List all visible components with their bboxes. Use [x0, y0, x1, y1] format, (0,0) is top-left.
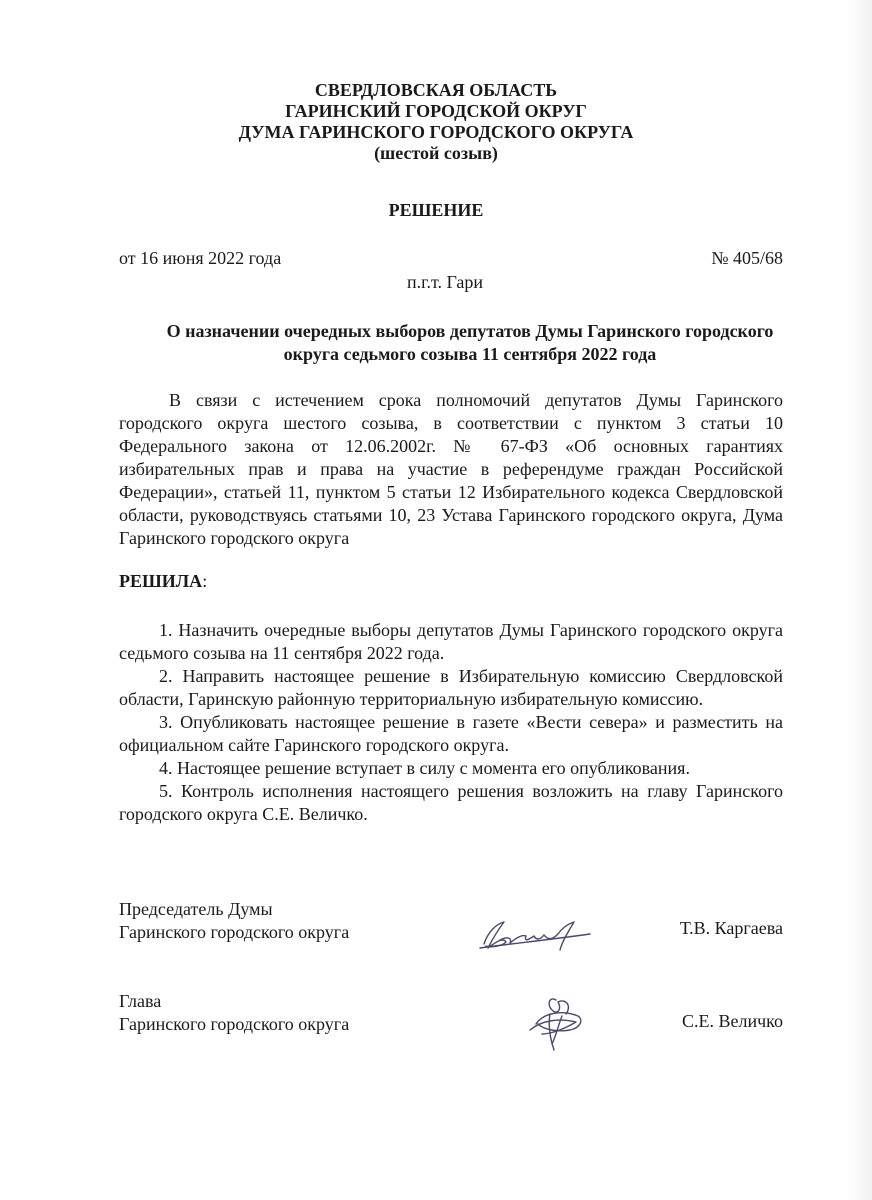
decision-item: 1. Назначить очередные выборы депутатов Думы Гаринского городского округа седьмого созыва на 11 сентября 2022 года. — [119, 620, 783, 663]
document-header — [0, 80, 872, 164]
header-duma: ДУМА ГАРИНСКОГО ГОРОДСКОГО ОКРУГА — [238, 122, 634, 142]
header-region: СВЕРДЛОВСКАЯ ОБЛАСТЬ — [314, 80, 558, 100]
decision-item: 2. Направить настоящее решение в Избирательную комиссию Свердловской области, Гаринскую районную территориальную избирательную комиссию. — [119, 666, 783, 709]
document-title: О назначении очередных выборов депутатов Думы Гаринского городского округа седьмого созыва 11 сентября 2022 года — [166, 321, 774, 364]
signer-name: С.Е. Величко — [682, 1011, 783, 1031]
signer-position — [119, 990, 349, 1036]
signer-name: Т.В. Каргаева — [679, 918, 783, 938]
decision-item: 3. Опубликовать настоящее решение в газете «Вести севера» и разместить на официальном сайте Гаринского городского округа. — [119, 712, 783, 755]
signer-position-line2: Гаринского городского округа — [119, 1014, 350, 1034]
decided-label: РЕШИЛА — [119, 571, 203, 591]
signature-block-chairman — [119, 898, 783, 948]
decided-heading — [119, 571, 207, 592]
header-convocation: (шестой созыв) — [374, 143, 498, 163]
signer-position-line1: Глава — [119, 991, 162, 1011]
head-signature-icon — [522, 994, 592, 1054]
decision-item: 4. Настоящее решение вступает в силу с момента его опубликования. — [159, 758, 690, 778]
date-number-line — [119, 248, 783, 269]
signer-position-line1: Председатель Думы — [119, 899, 273, 919]
document-place: п.г.т. Гари — [406, 272, 484, 292]
header-district: ГАРИНСКИЙ ГОРОДСКОЙ ОКРУГ — [285, 101, 587, 121]
preamble-paragraph: В связи с истечением срока полномочий депутатов Думы Гаринского городского округа шестого созыва, в соответствии с пунктом 3 статьи 10 Федерального закона от 12.06.2002г. № 67-ФЗ «Об основных гарантиях избирательных прав и права на участие в референдуме граждан Российской Федерации», статьей 11, пунктом 5 статьи 12 Избирательного кодекса Свердловской области, руководствуясь статьями 10, 23 Устава Гаринского городского округа, Дума Гаринского городского округа — [119, 390, 783, 548]
document-type: РЕШЕНИЕ — [388, 200, 484, 220]
document-number: № 405/68 — [711, 248, 783, 268]
scan-edge-shadow — [846, 0, 872, 1200]
signer-position — [119, 898, 349, 944]
decided-suffix: : — [202, 571, 208, 591]
chairman-signature-icon — [478, 910, 593, 955]
decision-items — [119, 619, 783, 826]
signer-position-line2: Гаринского городского округа — [119, 922, 350, 942]
document-date: от 16 июня 2022 года — [119, 248, 282, 268]
decision-item: 5. Контроль исполнения настоящего решения возложить на главу Гаринского городского округа С.Е. Величко. — [119, 781, 783, 824]
signature-block-head — [119, 990, 783, 1040]
